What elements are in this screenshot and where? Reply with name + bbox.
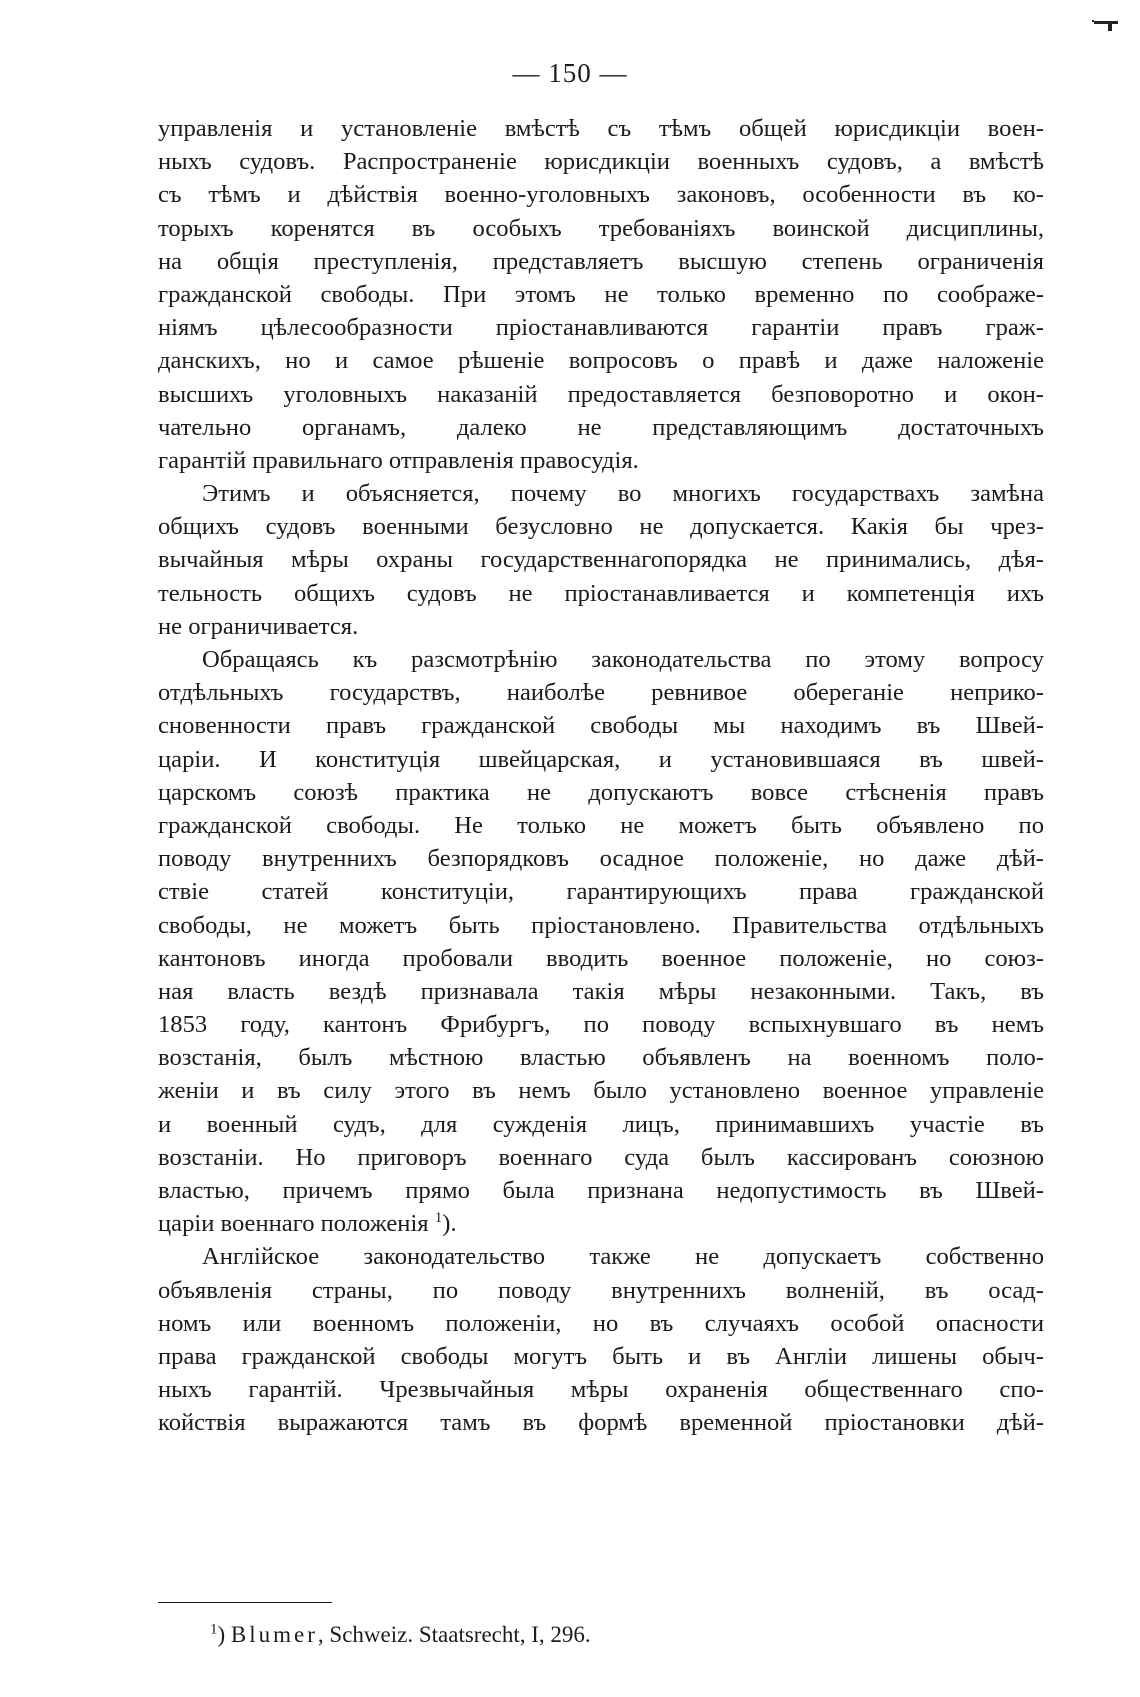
text-line: властью, причемъ прямо была признана недопустимость въ Швей-	[158, 1177, 1044, 1204]
text-line: общихъ судовъ военными безусловно не допускается. Какія бы чрез-	[158, 513, 1044, 541]
text-line: гражданской свободы. При этомъ не только временно по соображе-	[158, 280, 1044, 308]
footnote-marker: 1	[210, 1621, 218, 1638]
text-line: и военный судъ, для сужденія лицъ, принимавшихъ участіе въ	[158, 1110, 1044, 1138]
text-line: поводу внутреннихъ безпорядковъ осадное положеніе, но даже дѣй-	[158, 845, 1044, 873]
line-text: царіи военнаго положенія	[158, 1210, 429, 1238]
scan-mark	[1092, 18, 1120, 32]
text-line: Обращаясь къ разсмотрѣнію законодательства по этому вопросу	[202, 646, 1044, 673]
text-line: отдѣльныхъ государствъ, наиболѣе ревнивое обереганіе неприко-	[158, 679, 1044, 707]
text-line: ная власть вездѣ признавала такія мѣры незаконными. Такъ, въ	[158, 977, 1044, 1005]
text-line: на общія преступленія, представляетъ высшую степень ограниченія	[158, 247, 1044, 275]
footnote-author: Blumer	[230, 1622, 318, 1647]
footnote-marker-close: )	[217, 1622, 226, 1647]
footnote	[210, 1622, 591, 1648]
text-line: царскомъ союзѣ практика не допускаютъ вовсе стѣсненія правъ	[158, 778, 1044, 806]
body-text	[158, 112, 1044, 1440]
text-line: 1853 году, кантонъ Фрибургъ, по поводу вспыхнувшаго въ немъ	[158, 1011, 1044, 1039]
text-line: ніямъ цѣлесообразности пріостанавливаются гарантіи правъ граж-	[158, 314, 1044, 342]
text-line: не ограничивается.	[158, 612, 359, 640]
text-line: гарантій правильнаго отправленія правосудія.	[158, 446, 639, 474]
text-line: вычайныя мѣры охраны государственнагопорядка не принимались, дѣя-	[158, 546, 1044, 574]
text-line: управленія и установленіе вмѣстѣ съ тѣмъ общей юрисдикціи воен-	[158, 115, 1044, 142]
text-line: ныхъ гарантій. Чрезвычайныя мѣры охраненія общественнаго спо-	[158, 1376, 1044, 1404]
text-line: съ тѣмъ и дѣйствія военно-уголовныхъ законовъ, особенности въ ко-	[158, 181, 1044, 209]
text-line: гражданской свободы. Не только не можетъ быть объявлено по	[158, 811, 1044, 839]
page-number: — 150 —	[512, 58, 628, 88]
text-line: тельность общихъ судовъ не пріостанавливается и компетенція ихъ	[158, 579, 1044, 607]
text-line: ствіе статей конституціи, гарантирующихъ права гражданской	[158, 878, 1044, 906]
text-line: койствія выражаются тамъ въ формѣ временной пріостановки дѣй-	[158, 1409, 1044, 1437]
text-line: возстаніи. Но приговоръ военнаго суда былъ кассированъ союзною	[158, 1143, 1044, 1171]
text-line-with-footnote-ref	[158, 1207, 1044, 1240]
text-line: высшихъ уголовныхъ наказаній предоставляется безповоротно и окон-	[158, 380, 1044, 408]
text-line: женіи и въ силу этого въ немъ было установлено военное управленіе	[158, 1077, 1044, 1105]
line-text-tail: ).	[442, 1210, 457, 1238]
text-line: данскихъ, но и самое рѣшеніе вопросовъ о правѣ и даже наложеніе	[158, 347, 1044, 375]
text-line: Этимъ и объясняется, почему во многихъ государствахъ замѣна	[202, 480, 1044, 508]
text-line: чательно органамъ, далеко не представляющимъ достаточныхъ	[158, 413, 1044, 441]
text-line: возстанія, былъ мѣстною властью объявленъ на военномъ поло-	[158, 1044, 1044, 1072]
footnote-divider	[158, 1602, 332, 1603]
text-line: торыхъ коренятся въ особыхъ требованіяхъ воинской дисциплины,	[158, 214, 1044, 242]
text-line: номъ или военномъ положеніи, но въ случаяхъ особой опасности	[158, 1309, 1044, 1337]
footnote-reference: 1	[434, 1210, 443, 1226]
text-line: ныхъ судовъ. Распространеніе юрисдикціи военныхъ судовъ, а вмѣстѣ	[158, 148, 1044, 176]
text-line: права гражданской свободы могутъ быть и въ Англіи лишены обыч-	[158, 1342, 1044, 1370]
text-line: Англійское законодательство также не допускаетъ собственно	[202, 1243, 1044, 1271]
footnote-citation: , Schweiz. Staatsrecht, I, 296.	[317, 1622, 591, 1647]
text-line: царіи. И конституція швейцарская, и установившаяся въ швей-	[158, 745, 1044, 773]
text-line: объявленія страны, по поводу внутреннихъ волненій, въ осад-	[158, 1276, 1044, 1304]
text-line: сновенности правъ гражданской свободы мы находимъ въ Швей-	[158, 712, 1044, 740]
text-line: кантоновъ иногда пробовали вводить военное положеніе, но союз-	[158, 944, 1044, 972]
text-line: свободы, не можетъ быть пріостановлено. Правительства отдѣльныхъ	[158, 911, 1044, 939]
